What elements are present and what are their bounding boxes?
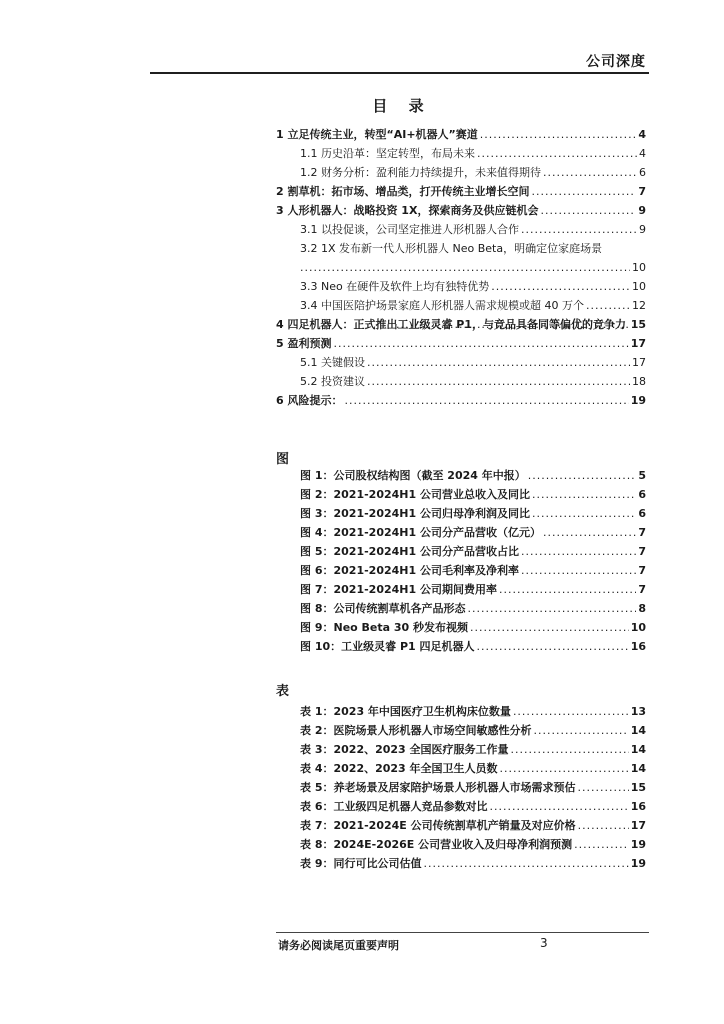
header-divider	[150, 72, 649, 74]
figure-entry-text: 图 10：工业级灵睿 P1 四足机器人	[300, 640, 475, 653]
toc-entry-page: 17	[632, 356, 646, 369]
tables-heading: 表	[276, 684, 290, 699]
table-entry[interactable]	[276, 797, 646, 816]
leader-dots	[333, 334, 628, 353]
table-entry-page: 17	[630, 819, 646, 832]
leader-dots	[491, 277, 630, 296]
figure-entry-page: 7	[638, 564, 646, 577]
figure-entry-text: 图 5：2021-2024H1 公司分产品营收占比	[300, 545, 519, 558]
figure-entry[interactable]	[276, 618, 646, 637]
table-entry-page: 15	[630, 781, 646, 794]
figure-entry-text: 图 7：2021-2024H1 公司期间费用率	[300, 583, 497, 596]
figure-entry-page: 6	[638, 488, 646, 501]
leader-dots	[477, 637, 629, 656]
figure-entry[interactable]	[276, 599, 646, 618]
toc-entry-text: 2 割草机：拓市场、增品类，打开传统主业增长空间	[276, 185, 530, 198]
leader-dots	[423, 854, 628, 873]
toc-entry[interactable]	[276, 334, 646, 353]
toc-entry-text: 5.2 投资建议	[300, 375, 365, 388]
figure-entry[interactable]	[276, 466, 646, 485]
figure-entry-text: 图 2：2021-2024H1 公司营业总收入及同比	[300, 488, 530, 501]
table-entry-text: 表 2：医院场景人形机器人市场空间敏感性分析	[300, 724, 532, 737]
toc-entry[interactable]	[276, 315, 646, 334]
toc-entry[interactable]	[276, 372, 646, 391]
figure-entry-page: 7	[638, 583, 646, 596]
table-entry-text: 表 7：2021-2024E 公司传统割草机产销量及对应价格	[300, 819, 576, 832]
figure-entry-page: 7	[638, 526, 646, 539]
figure-entry-text: 图 6：2021-2024H1 公司毛利率及净利率	[300, 564, 519, 577]
table-entry[interactable]	[276, 759, 646, 778]
figure-entry-text: 图 8：公司传统割草机各产品形态	[300, 602, 466, 615]
leader-dots	[586, 296, 630, 315]
table-entry-text: 表 8：2024E-2026E 公司营业收入及归母净利润预测	[300, 838, 573, 851]
header-title: 公司深度	[586, 54, 646, 70]
figure-entry-text: 图 3：2021-2024H1 公司归母净利润及同比	[300, 507, 530, 520]
toc-entry-text: 4 四足机器人：正式推出工业级灵睿 P1，与竞品具备同等偏优的竞争力	[276, 318, 627, 331]
table-entry-text: 表 5：养老场景及居家陪护场景人形机器人市场需求预估	[300, 781, 576, 794]
toc-entry-page: 10	[632, 261, 646, 274]
toc-entry[interactable]	[276, 296, 646, 315]
leader-dots	[521, 561, 636, 580]
leader-dots	[511, 740, 629, 759]
toc-entry-text: 3.2 1X 发布新一代人形机器人 Neo Beta，明确定位家庭场景	[300, 242, 603, 255]
leader-dots	[532, 485, 636, 504]
leader-dots	[300, 258, 630, 277]
leader-dots	[531, 182, 636, 201]
toc-entry[interactable]	[276, 201, 646, 220]
figure-entry-page: 8	[638, 602, 646, 615]
table-entry[interactable]	[276, 721, 646, 740]
leader-dots	[500, 759, 629, 778]
figure-entry[interactable]	[276, 561, 646, 580]
table-entry[interactable]	[276, 778, 646, 797]
figure-entry-text: 图 9：Neo Beta 30 秒发布视频	[300, 621, 469, 634]
figure-entry-page: 7	[638, 545, 646, 558]
leader-dots	[489, 797, 628, 816]
figures-heading: 图	[276, 452, 290, 467]
toc-entry[interactable]	[276, 391, 646, 410]
page-number: 3	[540, 936, 548, 950]
leader-dots	[499, 580, 636, 599]
toc-entry[interactable]	[276, 239, 646, 277]
leader-dots	[477, 144, 637, 163]
figure-entry[interactable]	[276, 637, 646, 656]
figure-entry-page: 6	[638, 507, 646, 520]
toc-entry-text: 1.2 财务分析：盈利能力持续提升，未来值得期待	[300, 166, 541, 179]
figure-entry[interactable]	[276, 523, 646, 542]
toc-entry-page: 19	[630, 394, 646, 407]
leader-dots	[513, 702, 629, 721]
toc-title: 目 录	[372, 97, 432, 115]
toc-entry[interactable]	[276, 353, 646, 372]
disclaimer-note: 请务必阅读尾页重要声明	[278, 939, 399, 952]
toc-list	[276, 125, 646, 410]
toc-entry[interactable]	[276, 125, 646, 144]
toc-entry-page: 15	[630, 318, 646, 331]
leader-dots	[532, 504, 636, 523]
toc-entry-text: 3 人形机器人：战略投资 1X，探索商务及供应链机会	[276, 204, 539, 217]
toc-entry-text: 5.1 关键假设	[300, 356, 365, 369]
figure-list	[276, 466, 646, 656]
figure-entry[interactable]	[276, 542, 646, 561]
figure-entry-text: 图 4：2021-2024H1 公司分产品营收（亿元）	[300, 526, 541, 539]
toc-entry-page: 6	[639, 166, 646, 179]
figure-entry[interactable]	[276, 485, 646, 504]
table-entry-text: 表 1：2023 年中国医疗卫生机构床位数量	[300, 705, 511, 718]
toc-entry[interactable]	[276, 220, 646, 239]
toc-entry-page: 18	[632, 375, 646, 388]
figure-entry-page: 10	[630, 621, 646, 634]
table-entry-page: 19	[630, 838, 646, 851]
toc-entry-text: 6 风险提示：	[276, 394, 343, 407]
table-entry-text: 表 9：同行可比公司估值	[300, 857, 422, 870]
table-entry[interactable]	[276, 854, 646, 873]
toc-entry[interactable]	[276, 163, 646, 182]
leader-dots	[543, 163, 637, 182]
table-entry-page: 14	[630, 724, 646, 737]
toc-entry[interactable]	[276, 277, 646, 296]
toc-entry-page: 4	[638, 128, 646, 141]
figure-entry[interactable]	[276, 504, 646, 523]
leader-dots	[578, 816, 629, 835]
leader-dots	[540, 201, 636, 220]
toc-entry-page: 9	[638, 204, 646, 217]
toc-entry-page: 10	[632, 280, 646, 293]
leader-dots	[533, 721, 628, 740]
table-entry-text: 表 3：2022、2023 全国医疗服务工作量	[300, 743, 509, 756]
table-entry-text: 表 6：工业级四足机器人竞品参数对比	[300, 800, 488, 813]
table-entry-page: 14	[630, 762, 646, 775]
leader-dots	[543, 523, 636, 542]
table-entry[interactable]	[276, 835, 646, 854]
leader-dots	[367, 353, 630, 372]
figure-entry-text: 图 1：公司股权结构图（截至 2024 年中报）	[300, 469, 526, 482]
leader-dots	[467, 599, 636, 618]
toc-entry-page: 4	[639, 147, 646, 160]
toc-entry-page: 7	[638, 185, 646, 198]
leader-dots	[344, 391, 628, 410]
toc-entry-text: 1.1 历史沿革：坚定转型，布局未来	[300, 147, 475, 160]
figure-entry-page: 5	[638, 469, 646, 482]
table-entry-text: 表 4：2022、2023 年全国卫生人员数	[300, 762, 498, 775]
leader-dots	[528, 466, 637, 485]
toc-entry-text: 5 盈利预测	[276, 337, 332, 350]
toc-entry-page: 17	[630, 337, 646, 350]
leader-dots	[521, 220, 637, 239]
table-entry[interactable]	[276, 816, 646, 835]
figure-entry[interactable]	[276, 580, 646, 599]
leader-dots	[470, 618, 629, 637]
leader-dots	[480, 125, 637, 144]
table-entry-page: 14	[630, 743, 646, 756]
toc-entry[interactable]	[276, 182, 646, 201]
table-entry-page: 16	[630, 800, 646, 813]
toc-entry-page: 9	[639, 223, 646, 236]
toc-entry[interactable]	[276, 144, 646, 163]
toc-entry-page: 12	[632, 299, 646, 312]
leader-dots	[521, 542, 636, 561]
table-list	[276, 702, 646, 873]
footer-divider	[276, 932, 649, 933]
leader-dots	[577, 778, 628, 797]
figure-entry-page: 16	[630, 640, 646, 653]
leader-dots	[367, 372, 630, 391]
table-entry-page: 13	[630, 705, 646, 718]
leader-dots	[574, 835, 629, 854]
table-entry[interactable]	[276, 740, 646, 759]
toc-entry-text: 3.1 以投促谈，公司坚定推进人形机器人合作	[300, 223, 519, 236]
toc-entry-text: 3.4 中国医陪护场景家庭人形机器人需求规模或超 40 万个	[300, 299, 584, 312]
toc-entry-text: 1 立足传统主业，转型“AI+机器人”赛道	[276, 128, 478, 141]
toc-entry-text: 3.3 Neo 在硬件及软件上均有独特优势	[300, 280, 490, 293]
table-entry[interactable]	[276, 702, 646, 721]
table-entry-page: 19	[630, 857, 646, 870]
leader-dots	[396, 315, 629, 334]
